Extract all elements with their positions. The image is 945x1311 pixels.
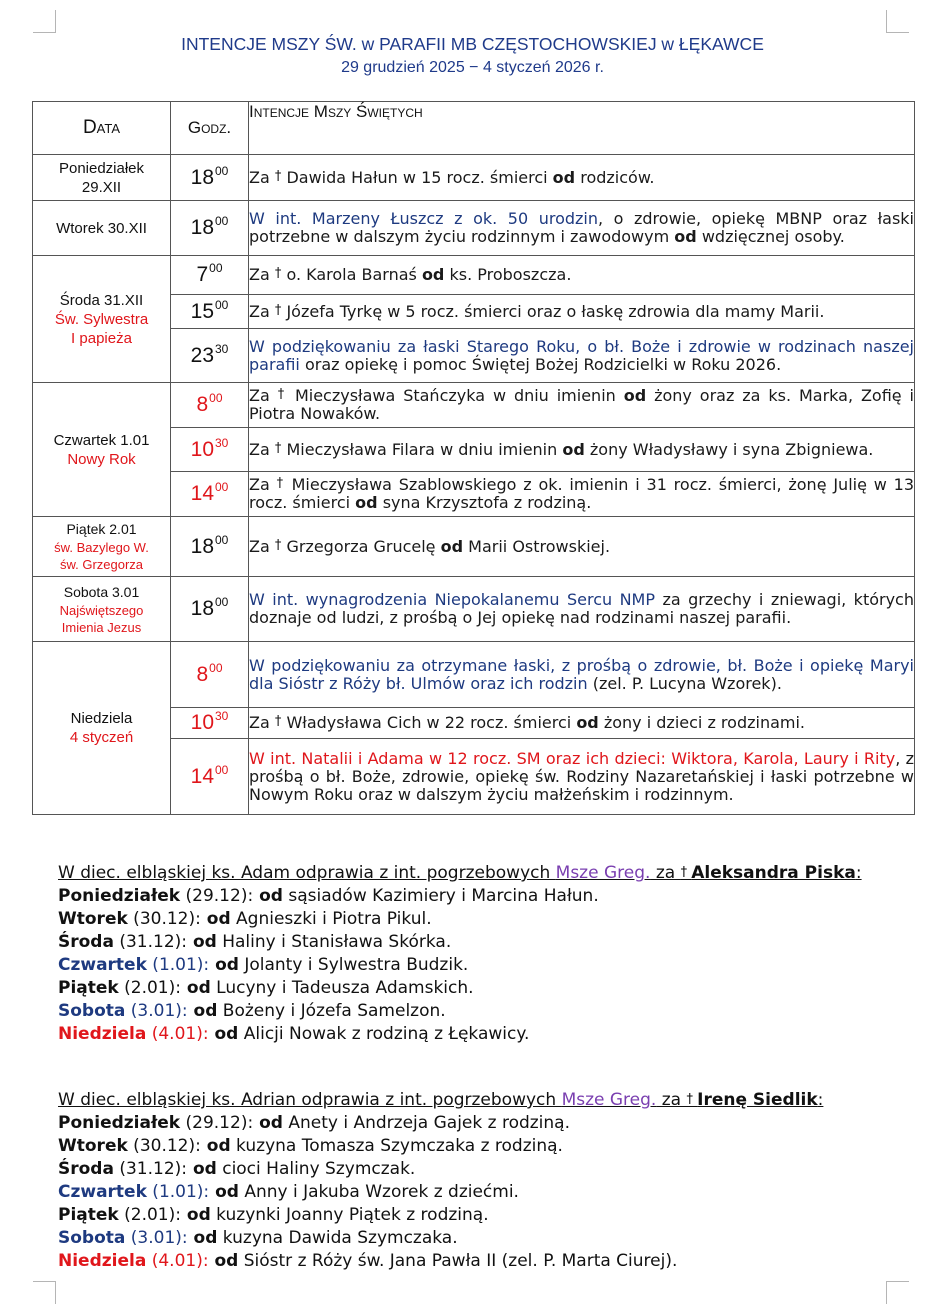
feast-label: św. Bazylego W.: [54, 540, 149, 555]
intention-fragment: Władysława Cich w 22 rocz. śmierci: [281, 713, 577, 732]
donor-text: Haliny i Stanisława Skórka.: [216, 932, 452, 952]
page-subtitle: 29 grudzień 2025 − 4 styczeń 2026 r.: [341, 59, 604, 76]
intention-fragment: Za: [249, 536, 275, 556]
donor-text: Alicji Nowak z rodziną z Łękawicy.: [238, 1024, 530, 1044]
mass-minutes: 30: [215, 341, 229, 356]
mass-minutes: 00: [215, 214, 229, 228]
table-row: [33, 201, 915, 256]
mass-minutes: 00: [209, 660, 223, 675]
table-header-row: [33, 102, 915, 155]
intention-fragment: W podziękowaniu za otrzymane łaski, z prośbą o zdrowie, bł. Boże i opiekę Maryi dla Sióstr z Róży bł. Ulmów oraz ich rodzin: [249, 655, 914, 693]
intention-fragment: ks. Proboszcza.: [444, 265, 572, 284]
section-heading: [58, 862, 893, 885]
donor-text: kuzyna Tomasza Szymczaka z rodziną.: [230, 1136, 563, 1156]
cross-icon: †: [274, 266, 282, 281]
intention-text: [249, 155, 915, 201]
intention-fragment: Za: [249, 301, 275, 321]
day-cell: [33, 256, 171, 383]
weekday-label: Piątek: [58, 1205, 119, 1225]
mass-minutes: 30: [215, 435, 229, 450]
list-item: [58, 977, 893, 1000]
donor-text: Jolanty i Sylwestra Budzik.: [238, 955, 469, 975]
intention-fragment: od: [421, 265, 445, 284]
mass-minutes: 00: [215, 532, 229, 547]
date-label: (2.01):: [118, 1205, 181, 1225]
table-row: [33, 256, 915, 295]
mass-hour: 18: [190, 216, 214, 239]
cross-icon: †: [274, 714, 282, 729]
donor-prefix: od: [187, 1001, 218, 1021]
intention-fragment: od: [576, 713, 599, 732]
donor-text: Anety i Andrzeja Gajek z rodziną.: [282, 1113, 571, 1133]
intention-fragment: Za: [249, 713, 275, 732]
intention-fragment: wdzięcznej osoby.: [696, 227, 845, 246]
mass-hour: 10: [190, 711, 214, 734]
intention-fragment: (zel. P. Lucyna Wzorek).: [587, 673, 782, 693]
intention-fragment: Mieczysława Filara w dniu imienin: [281, 439, 563, 459]
donor-text: Bożeny i Józefa Samelzon.: [217, 1001, 446, 1021]
list-item: [58, 1250, 893, 1273]
mass-minutes: 00: [209, 391, 223, 405]
weekday-label: Niedziela: [58, 1251, 147, 1271]
heading-text: za: [656, 1090, 687, 1110]
weekday-label: Czwartek: [58, 1182, 147, 1202]
deceased-name: Aleksandra Piska: [691, 863, 856, 883]
list-item: [58, 1204, 893, 1227]
cross-icon: †: [680, 865, 692, 880]
intention-text: [249, 295, 915, 329]
donor-prefix: od: [200, 1136, 231, 1156]
weekday-label: Wtorek: [58, 1136, 128, 1156]
weekday-label: Środa: [58, 932, 114, 952]
mass-time: [171, 329, 249, 383]
date-label: (31.12):: [113, 1159, 188, 1179]
date-label: (29.12):: [180, 1113, 254, 1133]
weekday-label: Poniedziałek: [58, 886, 181, 906]
weekday-label: Sobota: [58, 1001, 126, 1021]
weekday-label: Wtorek: [58, 909, 128, 929]
mass-time: [171, 472, 249, 517]
day-cell: [33, 383, 171, 517]
intention-fragment: oraz opiekę i pomoc Świętej Bożej Rodzicielki w Roku 2026.: [299, 354, 782, 374]
list-item: [58, 1158, 893, 1181]
heading-text: za: [650, 863, 681, 883]
cross-icon: †: [276, 476, 285, 491]
mass-minutes: 00: [215, 163, 229, 178]
donor-text: Anny i Jakuba Wzorek z dziećmi.: [238, 1182, 519, 1202]
intention-fragment: za grzechy i zniewagi, których doznaje od ludzi, z prośbą o Jej opiekę nad rodzinami naszej parafii.: [249, 590, 914, 627]
date-label: (31.12):: [113, 932, 188, 952]
list-item: [58, 1227, 893, 1250]
intention-fragment: W int. Marzeny Łuszcz z ok. 50 urodzin: [249, 209, 598, 228]
date-label: (1.01):: [146, 955, 210, 975]
intention-fragment: Za: [249, 265, 275, 284]
date-label: (1.01):: [146, 1182, 210, 1202]
mass-time: [171, 155, 249, 201]
crop-mark-top-left: [33, 10, 56, 33]
table-row: [33, 642, 915, 708]
donor-prefix: od: [200, 909, 231, 929]
list-item: [58, 931, 893, 954]
donor-text: Sióstr z Róży św. Jana Pawła II (zel. P. Marta Ciurej).: [238, 1251, 678, 1271]
donor-prefix: od: [209, 955, 239, 975]
intention-fragment: , o zdrowie, opiekę MBNP oraz łaski potrzebne w dalszym życiu rodzinnym i zawodowym: [249, 209, 914, 246]
mass-time: [171, 739, 249, 815]
cross-icon: †: [274, 537, 282, 553]
intention-fragment: od: [440, 536, 464, 556]
mass-hour: 18: [190, 597, 214, 620]
table-row: [33, 155, 915, 201]
weekday-label: Poniedziałek: [58, 1113, 181, 1133]
donor-prefix: od: [187, 1228, 218, 1248]
weekday-label: Piątek: [58, 978, 119, 998]
mass-hour: 23: [190, 343, 214, 367]
intention-fragment: syna Krzysztofa z rodziną.: [377, 493, 592, 512]
intention-fragment: od: [552, 167, 576, 187]
intention-fragment: Marii Ostrowskiej.: [463, 536, 611, 556]
day-name: Niedziela: [70, 710, 133, 727]
list-item: [58, 908, 893, 931]
intention-fragment: rodziców.: [575, 167, 655, 187]
mass-time: [171, 517, 249, 577]
list-item: [58, 1023, 893, 1046]
feast-label: Nowy Rok: [67, 450, 136, 468]
cross-icon: †: [277, 387, 288, 402]
intention-text: [249, 577, 915, 642]
donor-text: Agnieszki i Piotra Pikul.: [230, 909, 432, 929]
list-item: [58, 1181, 893, 1204]
intention-text: [249, 472, 915, 517]
intention-fragment: Za: [249, 475, 277, 494]
intention-fragment: Za: [249, 386, 278, 405]
mass-hour: 18: [190, 534, 214, 558]
gregorian-masses-section-2: [58, 1089, 893, 1273]
mass-time: [171, 201, 249, 256]
intention-fragment: od: [562, 439, 585, 459]
table-row: [33, 517, 915, 577]
intention-text: [249, 383, 915, 428]
intention-fragment: od: [355, 493, 378, 512]
cross-icon: †: [686, 1092, 698, 1107]
date-label: (30.12):: [127, 909, 201, 929]
intention-fragment: , z prośbą o bł. Boże, zdrowie, opiekę św. Rodziny Nazaretańskiej i łaski potrzebne w Nowym Roku oraz w dalszym życiu małżeńskim i rodzinnym.: [249, 748, 914, 804]
weekday-label: Sobota: [58, 1228, 126, 1248]
intention-text: [249, 428, 915, 472]
heading-suffix: :: [817, 1090, 824, 1110]
mass-hour: 14: [190, 482, 214, 505]
mass-minutes: 00: [209, 261, 223, 275]
donor-text: sąsiadów Kazimiery i Marcina Hałun.: [282, 886, 599, 906]
header-date: Data: [33, 102, 171, 155]
mass-time: [171, 708, 249, 739]
crop-mark-top-right: [886, 10, 909, 33]
mass-minutes: 00: [215, 762, 229, 777]
list-item: [58, 1135, 893, 1158]
day-name: Poniedziałek: [58, 159, 145, 177]
heading-text: W diec. elbląskiej ks. Adam odprawia z int. pogrzebowych: [58, 863, 556, 883]
intention-text: [249, 708, 915, 739]
mass-time: [171, 642, 249, 708]
donor-prefix: od: [187, 1159, 217, 1179]
intention-fragment: W int. wynagrodzenia Niepokalanemu Sercu NMP: [249, 590, 655, 609]
mass-hour: 8: [196, 393, 209, 416]
donor-text: Lucyny i Tadeusza Adamskich.: [210, 978, 474, 998]
crop-mark-bottom-right: [886, 1281, 909, 1304]
feast-label: Imienia Jezus: [61, 619, 142, 635]
gregorian-link[interactable]: Msze Greg.: [561, 1090, 657, 1110]
page-title: INTENCJE MSZY ŚW. w PARAFII MB CZĘSTOCHOWSKIEJ w ŁĘKAWCE: [181, 34, 764, 54]
cross-icon: †: [274, 440, 282, 456]
day-name: Wtorek 30.XII: [56, 219, 147, 237]
donor-text: kuzynki Joanny Piątek z rodziną.: [210, 1205, 489, 1225]
weekday-label: Niedziela: [58, 1024, 147, 1044]
donor-prefix: od: [180, 1205, 211, 1225]
heading-suffix: :: [855, 863, 862, 883]
cross-icon: †: [274, 168, 282, 184]
mass-hour: 15: [190, 299, 214, 323]
mass-time: [171, 383, 249, 428]
intention-fragment: Za: [249, 439, 275, 459]
intention-fragment: Józefa Tyrkę w 5 rocz. śmierci oraz o łaskę zdrowia dla mamy Marii.: [281, 301, 825, 321]
crop-mark-bottom-left: [33, 1281, 56, 1304]
date-label: (3.01):: [125, 1001, 188, 1021]
mass-minutes: 00: [215, 595, 229, 609]
table-row: [33, 577, 915, 642]
deceased-name: Irenę Siedlik: [697, 1090, 818, 1110]
intention-fragment: żony Władysławy i syna Zbigniewa.: [584, 439, 874, 459]
intention-fragment: Mieczysława Stańczyka w dniu imienin: [287, 386, 624, 405]
intention-fragment: Grzegorza Grucelę: [281, 536, 441, 556]
table-row: [33, 383, 915, 428]
mass-minutes: 00: [215, 297, 229, 312]
mass-hour: 14: [190, 764, 214, 788]
donor-text: kuzyna Dawida Szymczaka.: [217, 1228, 458, 1248]
section-heading: [58, 1089, 893, 1112]
feast-label: I papieża: [71, 329, 132, 347]
mass-time: [171, 256, 249, 295]
mass-hour: 7: [196, 263, 209, 286]
mass-hour: 10: [190, 437, 214, 461]
cross-icon: †: [274, 302, 282, 318]
intention-fragment: żony oraz za ks. Marka, Zofię i Piotra Nowaków.: [249, 386, 914, 423]
weekday-label: Czwartek: [58, 955, 147, 975]
list-item: [58, 885, 893, 908]
date-label: (29.12):: [180, 886, 254, 906]
donor-prefix: od: [187, 932, 217, 952]
day-cell: [33, 201, 171, 256]
mass-hour: 8: [196, 662, 209, 686]
intention-text: [249, 642, 915, 708]
donor-prefix: od: [253, 1113, 283, 1133]
gregorian-masses-section-1: [58, 862, 893, 1046]
date-label: (2.01):: [118, 978, 181, 998]
intention-fragment: od: [674, 227, 697, 246]
list-item: [58, 954, 893, 977]
intention-text: [249, 739, 915, 815]
intention-fragment: Za: [249, 167, 275, 187]
donor-prefix: od: [208, 1024, 239, 1044]
feast-label: Najświętszego: [59, 602, 144, 618]
date-label: (4.01):: [146, 1024, 209, 1044]
donor-prefix: od: [209, 1182, 239, 1202]
list-item: [58, 1000, 893, 1023]
feast-label: Św. Sylwestra: [54, 310, 149, 328]
date-label: (4.01):: [146, 1251, 209, 1271]
day-name: Piątek 2.01: [66, 521, 137, 537]
mass-minutes: 00: [215, 480, 229, 494]
intention-fragment: Mieczysława Szablowskiego z ok. imienin i 31 rocz. śmierci, żonę Julię w 13 rocz. śmierci: [249, 475, 914, 512]
day-name: Środa 31.XII: [59, 291, 144, 309]
feast-label: św. Grzegorza: [59, 557, 144, 572]
gregorian-link[interactable]: Msze Greg.: [555, 863, 651, 883]
mass-time: [171, 295, 249, 329]
header-intentions: Intencje Mszy Świętych: [249, 102, 915, 155]
mass-hour: 18: [190, 165, 214, 189]
schedule-body: [33, 155, 915, 815]
intention-fragment: W int. Natalii i Adama w 12 rocz. SM oraz ich dzieci: Wiktora, Karola, Laury i Rity: [249, 748, 896, 768]
day-cell: [33, 155, 171, 201]
donor-prefix: od: [253, 886, 283, 906]
day-name: Sobota 3.01: [63, 583, 140, 600]
header-time: Godz.: [171, 102, 249, 155]
weekday-label: Środa: [58, 1159, 114, 1179]
intention-text: [249, 201, 915, 256]
intention-fragment: żony i dzieci z rodzinami.: [598, 713, 805, 732]
mass-time: [171, 428, 249, 472]
day-name: Czwartek 1.01: [53, 431, 150, 449]
mass-time: [171, 577, 249, 642]
intention-fragment: Dawida Hałun w 15 rocz. śmierci: [281, 167, 553, 187]
date-label: (30.12):: [127, 1136, 201, 1156]
donor-prefix: od: [208, 1251, 239, 1271]
day-cell: [33, 642, 171, 815]
mass-minutes: 30: [215, 709, 229, 723]
day-date: 29.XII: [81, 178, 122, 196]
intention-text: [249, 329, 915, 383]
day-cell: [33, 577, 171, 642]
heading-text: W diec. elbląskiej ks. Adrian odprawia z int. pogrzebowych: [58, 1090, 562, 1110]
intention-fragment: od: [623, 386, 647, 405]
list-item: [58, 1112, 893, 1135]
feast-label: 4 styczeń: [69, 729, 134, 746]
mass-schedule-table: [32, 101, 915, 815]
intention-fragment: W podziękowaniu za łaski Starego Roku, o bł. Boże i zdrowie w rodzinach naszej parafii: [249, 336, 914, 374]
intention-fragment: o. Karola Barnaś: [281, 265, 422, 284]
intention-text: [249, 256, 915, 295]
date-label: (3.01):: [125, 1228, 188, 1248]
day-cell: [33, 517, 171, 577]
donor-text: cioci Haliny Szymczak.: [216, 1159, 416, 1179]
donor-prefix: od: [180, 978, 211, 998]
intention-text: [249, 517, 915, 577]
